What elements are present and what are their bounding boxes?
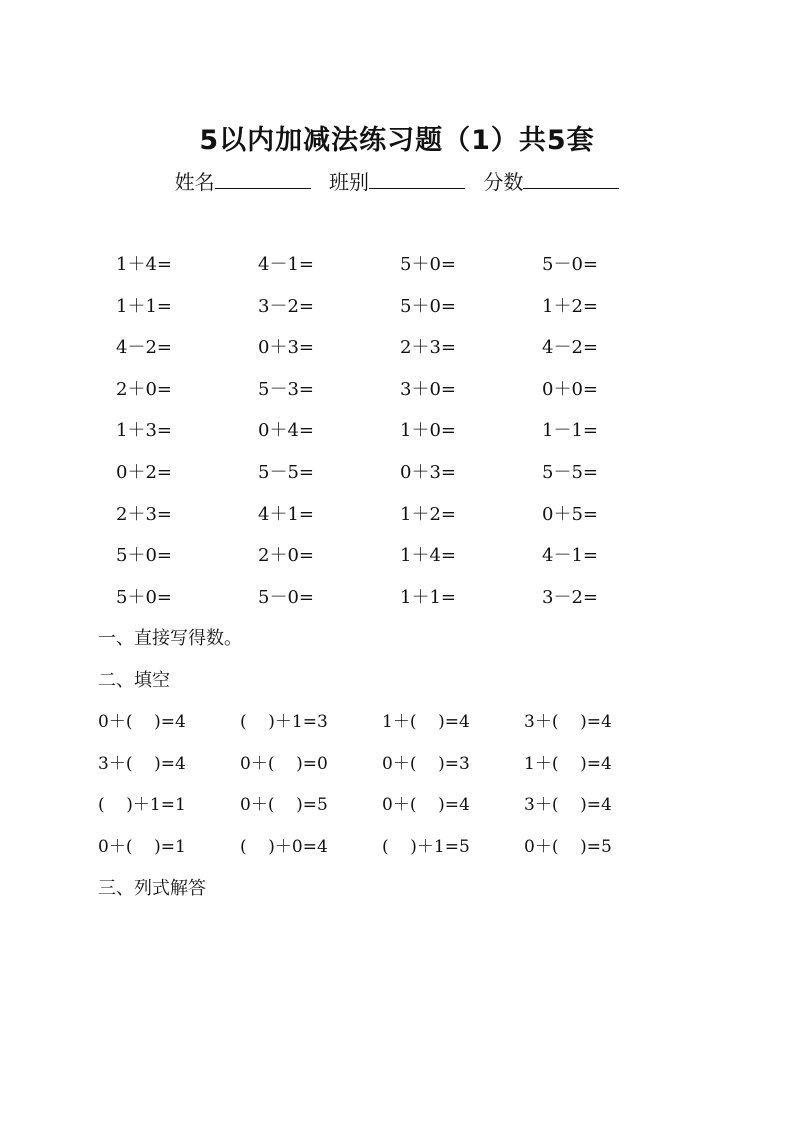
direct-problem: 5－0= (258, 586, 314, 608)
name-blank[interactable] (215, 170, 311, 189)
direct-problem: 3－2= (258, 295, 314, 317)
direct-problem: 4－2= (116, 337, 172, 359)
direct-problem: 1＋3= (116, 420, 172, 442)
direct-problem: 2＋3= (116, 503, 172, 525)
student-info-line (0, 166, 794, 195)
direct-problem: 5－5= (542, 461, 598, 483)
score-label: 分数 (483, 170, 524, 194)
worksheet-title: 5以内加减法练习题（1）共5套 (199, 125, 595, 156)
fill-problem: 0＋( )=4 (98, 712, 186, 732)
direct-problem: 1＋2= (400, 503, 456, 525)
direct-problem: 5－0= (542, 254, 598, 275)
direct-problem: 5－3= (258, 378, 314, 400)
fill-problem: 0＋( )=4 (382, 795, 470, 816)
score-field (483, 166, 619, 195)
class-blank[interactable] (369, 170, 465, 189)
fill-problem: 0＋( )=3 (382, 753, 470, 774)
direct-problem: 4－1= (542, 545, 598, 567)
direct-problem: 0＋4= (258, 420, 314, 442)
direct-problem: 5＋0= (400, 254, 456, 275)
fill-problem: 0＋( )=5 (524, 837, 612, 858)
direct-problem: 1＋4= (116, 254, 172, 275)
direct-problem: 3＋0= (400, 378, 456, 400)
fill-problem: ( )＋1=3 (240, 712, 328, 732)
direct-problem: 2＋3= (400, 337, 456, 359)
direct-problem: 0＋3= (258, 337, 314, 359)
direct-problem: 3－2= (542, 586, 598, 608)
fill-problem: 3＋( )=4 (98, 753, 186, 774)
direct-problem: 4－1= (258, 254, 314, 275)
direct-problem: 5＋0= (116, 586, 172, 608)
section-direct-heading: 一、直接写得数。 (98, 628, 242, 649)
score-blank[interactable] (523, 170, 619, 189)
name-field (175, 166, 311, 195)
direct-problem: 2＋0= (258, 545, 314, 567)
fill-problem: ( )＋0=4 (240, 837, 328, 858)
direct-problem: 5＋0= (400, 295, 456, 317)
fill-problem: ( )＋1=5 (382, 837, 470, 858)
fill-problem: 3＋( )=4 (524, 795, 612, 816)
direct-problem: 0＋5= (542, 503, 598, 525)
direct-problem: 1＋0= (400, 420, 456, 442)
fill-problem: 1＋( )=4 (382, 712, 470, 732)
direct-problem: 0＋2= (116, 461, 172, 483)
direct-problem: 5－5= (258, 461, 314, 483)
section-fill-heading: 二、填空 (98, 670, 170, 691)
direct-problem: 4－2= (542, 337, 598, 359)
class-label: 班别 (329, 170, 369, 194)
direct-problem: 1＋2= (542, 295, 598, 317)
direct-problem: 2＋0= (116, 378, 172, 400)
direct-problem: 1＋1= (400, 586, 456, 608)
direct-problem: 0＋0= (542, 378, 598, 400)
direct-problem: 0＋3= (400, 461, 456, 483)
fill-problem: 0＋( )=0 (240, 753, 328, 774)
fill-problem: 0＋( )=1 (98, 837, 186, 858)
name-label: 姓名 (174, 170, 215, 194)
direct-problem: 1＋4= (400, 545, 456, 567)
fill-problem: 1＋( )=4 (524, 753, 612, 774)
direct-problem: 5＋0= (116, 545, 172, 567)
fill-problems-grid (98, 707, 698, 874)
direct-problem: 1－1= (542, 420, 598, 442)
direct-problem: 1＋1= (116, 295, 172, 317)
class-field (329, 166, 465, 195)
section-word-problems-heading: 三、列式解答 (98, 878, 206, 899)
fill-problem: 3＋( )=4 (524, 712, 612, 732)
fill-problem: 0＋( )=5 (240, 795, 328, 816)
fill-problem: ( )＋1=1 (98, 795, 186, 816)
direct-problems-grid (116, 250, 716, 624)
direct-problem: 4＋1= (258, 503, 314, 525)
